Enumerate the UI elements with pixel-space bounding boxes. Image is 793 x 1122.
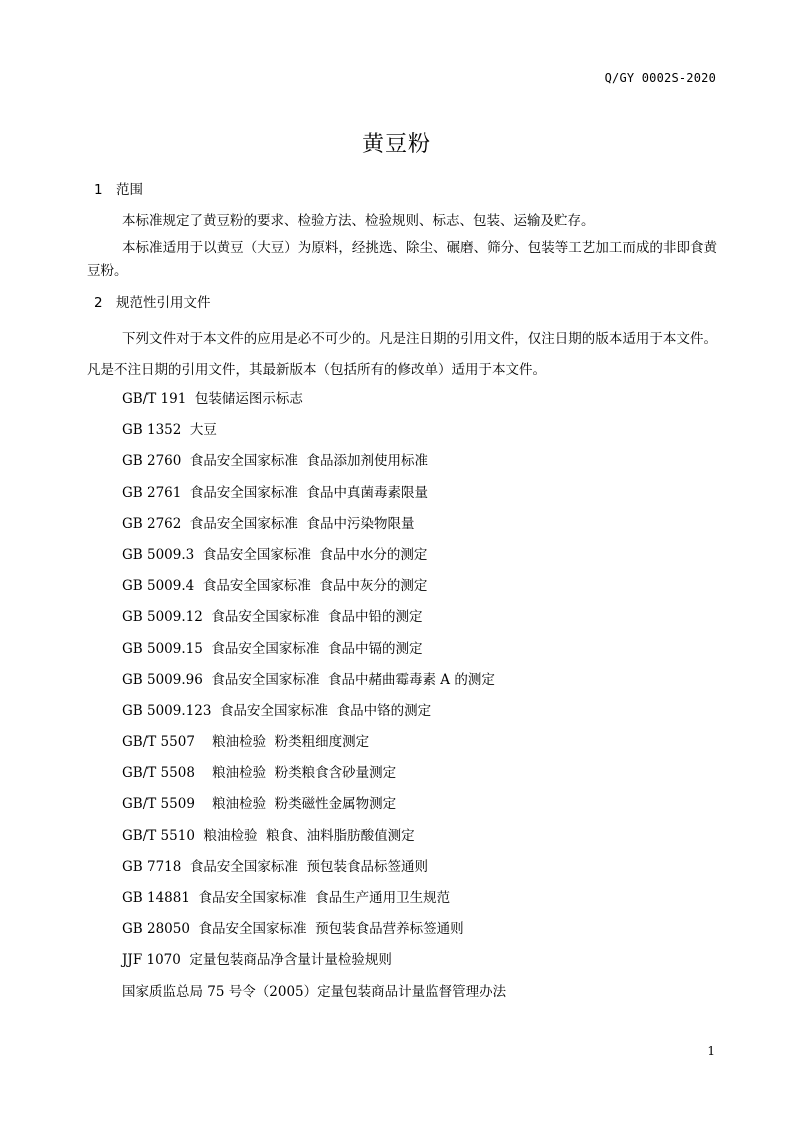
reference-item: GB 28050 食品安全国家标准 预包装食品营养标签通则 bbox=[122, 921, 464, 938]
section-number: 1 bbox=[94, 182, 103, 198]
reference-item: GB 5009.12 食品安全国家标准 食品中铅的测定 bbox=[122, 609, 423, 626]
reference-item: GB 5009.3 食品安全国家标准 食品中水分的测定 bbox=[122, 546, 428, 563]
paragraph: 下列文件对于本文件的应用是必不可少的。凡是注日期的引用文件，仅注日期的版本适用于本文件。凡是不注日期的引用文件，其最新版本（包括所有的修改单）适用于本文件。 bbox=[87, 331, 717, 378]
reference-item: GB 14881 食品安全国家标准 食品生产通用卫生规范 bbox=[122, 890, 451, 906]
reference-item: GB/T 5509 粮油检验 粉类磁性金属物测定 bbox=[122, 796, 397, 813]
reference-item: GB 2761 食品安全国家标准 食品中真菌毒素限量 bbox=[122, 484, 429, 501]
reference-item: 国家质监总局 75 号令（2005）定量包装商品计量监督管理办法 bbox=[122, 983, 507, 1000]
reference-item: GB 7718 食品安全国家标准 预包装食品标签通则 bbox=[122, 858, 429, 875]
reference-item: GB/T 5507 粮油检验 粉类粗细度测定 bbox=[122, 734, 370, 751]
paragraph: 本标准适用于以黄豆（大豆）为原料，经挑选、除尘、碾磨、筛分、包装等工艺加工而成的非即食黄豆粉。 bbox=[87, 240, 717, 279]
reference-item: GB 1352 大豆 bbox=[122, 422, 217, 439]
page-number: 1 bbox=[707, 1044, 715, 1058]
reference-item: GB 5009.4 食品安全国家标准 食品中灰分的测定 bbox=[122, 578, 428, 595]
section-number: 2 bbox=[94, 295, 103, 311]
section-title: 规范性引用文件 bbox=[116, 295, 211, 311]
reference-item: GB 5009.96 食品安全国家标准 食品中赭曲霉毒素 A 的测定 bbox=[122, 671, 495, 688]
reference-item: GB 5009.123 食品安全国家标准 食品中铬的测定 bbox=[122, 702, 432, 719]
reference-item: GB/T 5510 粮油检验 粮食、油料脂肪酸值测定 bbox=[122, 827, 415, 844]
section-heading-normative-references bbox=[94, 291, 211, 311]
paragraph: 本标准规定了黄豆粉的要求、检验方法、检验规则、标志、包装、运输及贮存。 bbox=[122, 213, 595, 229]
section-title: 范围 bbox=[116, 182, 143, 198]
reference-item: GB 2762 食品安全国家标准 食品中污染物限量 bbox=[122, 515, 415, 532]
reference-item: GB 5009.15 食品安全国家标准 食品中镉的测定 bbox=[122, 640, 423, 657]
reference-item: GB 2760 食品安全国家标准 食品添加剂使用标准 bbox=[122, 453, 429, 470]
section-heading-scope bbox=[94, 178, 143, 198]
document-title: 黄豆粉 bbox=[361, 132, 431, 157]
document-code: Q/GY 0002S-2020 bbox=[604, 71, 716, 85]
reference-item: GB/T 5508 粮油检验 粉类粮食含砂量测定 bbox=[122, 765, 397, 782]
reference-item: JJF 1070 定量包装商品净含量计量检验规则 bbox=[122, 952, 392, 969]
reference-list bbox=[122, 389, 506, 1013]
reference-item: GB/T 191 包装储运图示标志 bbox=[122, 391, 303, 407]
